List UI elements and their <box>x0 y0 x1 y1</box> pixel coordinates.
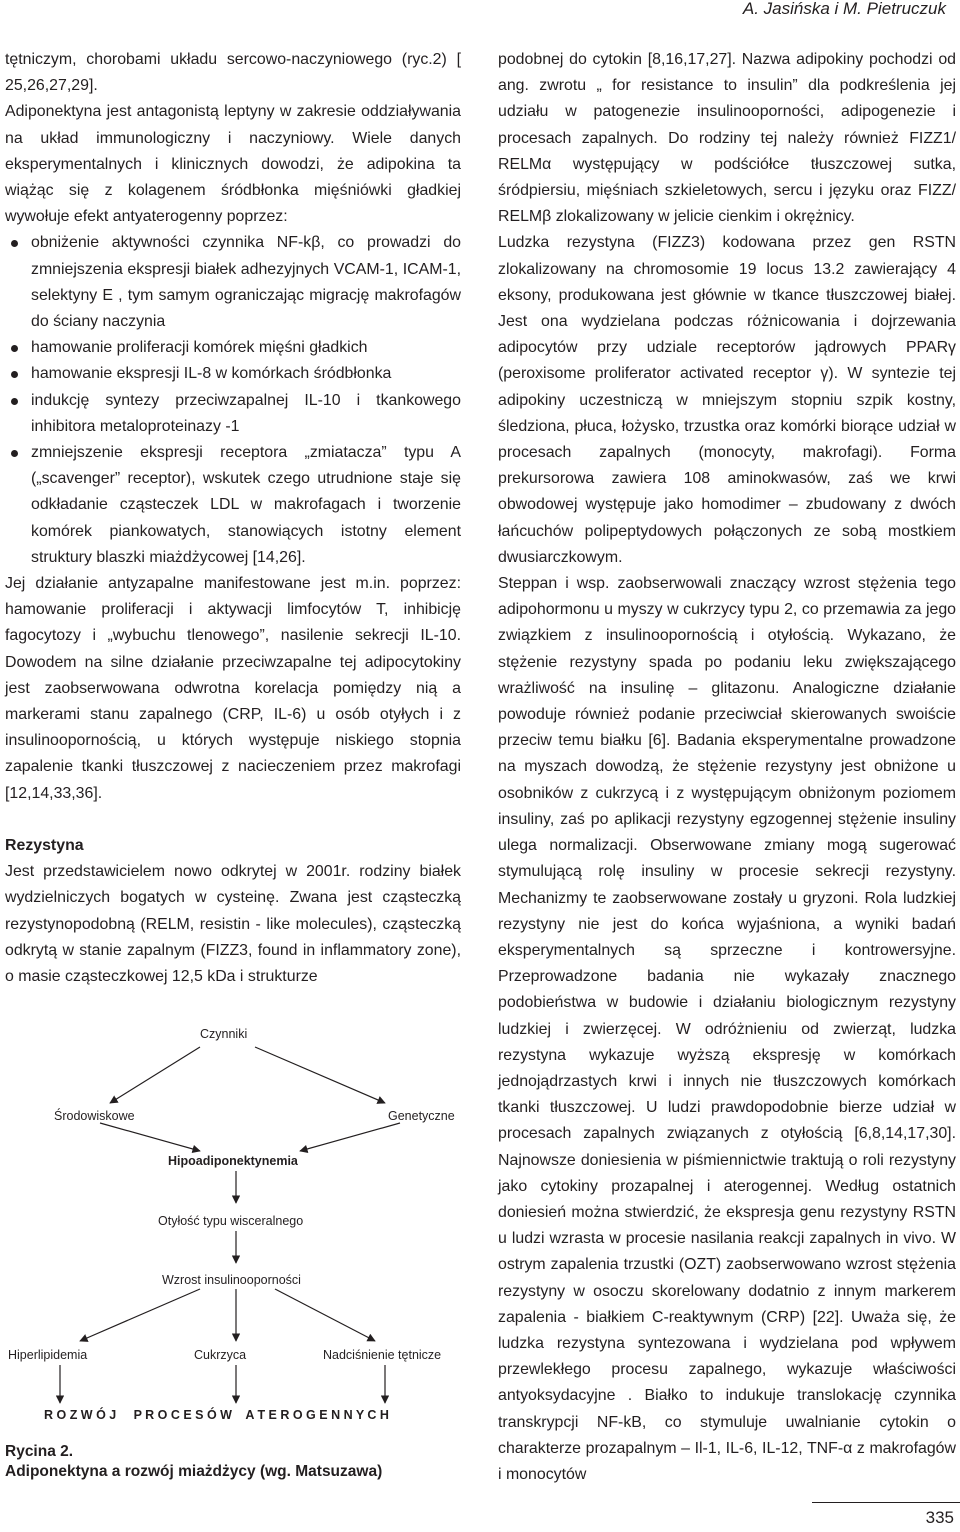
footer-rule <box>812 1502 960 1503</box>
paragraph: Jej działanie antyzapalne manifestowane jest m.in. poprzez: hamowanie proliferacji i aktywacji limfocytów T, inhibicję fagocytozy i „wybuchu tlenowego”, nasilenie sekrecji IL-10. Dowodem na silne działanie przeciwzapalne tej adipocytokiny jest zaobserwowana odwrotna korelacja pomiędzy nią a markerami stanu zapalnego (CRP, IL-6) u osób otyłych i z insulinoopornością, u których występuje niskiego stopnia zapalenie tkanki tłuszczowej z nacieczeniem przez makrofagi [12,14,33,36]. <box>5 575 461 802</box>
right-text-column <box>498 47 956 1488</box>
arrow-factors-to-genetic <box>255 1047 385 1103</box>
bullet-item: obniżenie aktywności czynnika NF-kβ, co prowadzi do zmniejszenia ekspresji białek adhezyjnych VCAM-1, ICAM-1, selektyny E , tym samym ograniczając migrację makrofagów do ściany naczynia <box>31 230 461 335</box>
paragraph: Ludzka rezystyna (FIZZ3) kodowana przez gen RSTN zlokalizowany na chromosomie 19 locus 13.2 zawierający 4 eksony, produkowana jest głównie w tkance tłuszczowej białej. Jest ona wydzielana podczas różnicowania i dojrzewania adipocytów przy udziale receptorów jądrowych PPARγ (peroxisome proliferator activated receptor γ). W syntezie tej adipokiny uczestniczą w mniejszym stopniu szpik kostny, śledziona, płuca, łożysko, trzustka oraz komórki biorące udział w procesach zapalnych (monocyty, makrofagi). Forma prekursorowa zawiera 108 aminokwasów, zaś we krwi obwodowej występuje jako homodimer – zbudowany z dwóch łańcuchów polipeptydowych połączonych ze sobą mostkiem dwusiarczkowym. <box>498 234 956 566</box>
bullet-item: indukcję syntezy przeciwzapalnej IL-10 i tkankowego inhibitora metaloproteinazy -1 <box>31 388 461 440</box>
arrow-insulin-to-hypertension <box>275 1289 375 1341</box>
arrow-environmental-to-hypo <box>100 1123 200 1151</box>
page-number: 335 <box>925 1508 954 1527</box>
arrow-factors-to-environmental <box>110 1047 200 1103</box>
running-head-authors: A. Jasińska i M. Pietruczuk <box>742 0 946 18</box>
diagram-node-visceral-obesity: Otyłość typu wisceralnego <box>158 1214 304 1228</box>
diagram-node-hyperlipidemia: Hiperlipidemia <box>8 1348 88 1362</box>
figure-caption-number: Rycina 2. <box>5 1443 74 1460</box>
diagram-node-genetic: Genetyczne <box>388 1109 455 1123</box>
paragraph: Steppan i wsp. zaobserwowali znaczący wzrost stężenia tego adipohormonu u myszy w cukrzycy typu 2, co przemawia za jego związkiem z insulinoopornością i otyłością. Wykazano, że stężenie rezystyny spada po podaniu leku zwiększającego wrażliwość na insulinę – glitazonu. Analogiczne działanie powoduje również podanie przeciwciał skierowanych swoiście przeciw temu białku [6]. Badania eksperymentalne prowadzone na myszach dowodzą, że stężenie rezystyny jest obniżone u osobników z cukrzycą i z występującym obniżonym poziomem insuliny, zaś po aplikacji rezystyny egzogennej stężenie insuliny ulega normalizacji. Obserwowane zmiany mogą sugerować stymulującą rolę insuliny w procesie sekrecji rezystyny. Mechanizmy te zaobserwowane zostały u gryzoni. Rola ludzkiej rezystyny nie jest do końca wyjaśniona, a wyniki badań eksperymentalnych są sprzeczne i kontrowersyjne. Przeprowadzone badania nie wykazały znacznego podobieństwa w budowie i działaniu biologicznym rezystyny ludzkiej i zwierzęcej. W odróżnieniu od zwierząt, ludzka rezystyna wykazuje wyższą ekspresję w komórkach jednojądrzastych krwi i innych nie tłuszczowych komórkach tkanki tłuszczowej. U ludzi prawdopodobnie bierze udział w procesach zapalnych związanych z otyłością [6,8,14,17,30]. Najnowsze doniesienia w piśmiennictwie traktują o roli rezystyny jako cytokiny prozapalnej i aterogennej. Według ostatnich doniesień można stwierdzić, że ekspresja genu rezystyny RSTN u ludzi wzrasta w procesie nasilania reakcji zapalnych in vivo. W ostrym zapalenia trzustki (OZT) zaobserwowano wzrost stężenia rezystyny w osoczu skorelowany dodatnio z innym markerem zapalenia - białkiem C-reaktywnym (CRP) [22]. Uważa się, że ludzka rezystyna syntezowana i wydzielana pod wpływem przewlekłego procesu zapalnego, wykazuje właściwości antyoksydacyjne . Białko to indukuje translokację czynnika transkrypcji NF-kB, co stymuluje uwalnianie cytokin o charakterze prozapalnym – Il-1, IL-6, IL-12, TNF-α z makrofagów i monocytów <box>498 575 956 1483</box>
left-text-column <box>5 47 461 990</box>
diagram-node-atherogenesis: R O Z W Ó J P R O C E S Ó W A T E R O G E N N Y C H <box>44 1408 389 1422</box>
paragraph: Adiponektyna jest antagonistą leptyny w zakresie oddziaływania na układ immunologiczny i naczyniowy. Wiele danych eksperymentalnych i klinicznych dowodzi, że adipokina ta wiążąc się z kolagenem śródbłonka mięśniówki gładkiej wywołuje efekt antyaterogenny poprzez: <box>5 103 461 226</box>
paragraph: Jest przedstawicielem nowo odkrytej w 2001r. rodziny białek wydzielniczych bogatych w cysteinę. Zwana jest cząsteczką rezystynopodobną (RELM, resistin - like molecules), cząsteczką odkrytą w stanie zapalnym (FIZZ3, found in inflammatory zone), o masie cząsteczkowej 12,5 kDa i strukturze <box>5 863 461 985</box>
diagram-node-hypoadiponectinemia: Hipoadiponektynemia <box>168 1154 298 1168</box>
figure-caption <box>5 1442 382 1482</box>
section-heading: Rezystyna <box>5 836 84 854</box>
paragraph: tętniczym, chorobami układu sercowo-naczyniowego (ryc.2) [ 25,26,27,29]. <box>5 51 461 95</box>
paragraph: podobnej do cytokin [8,16,17,27]. Nazwa adipokiny pochodzi od ang. zwrotu „ for resistance to insulin” dla podkreślenia jej udziału w patogenezie insulinooporności, adipogenezie i procesach zapalnych. Do rodziny tej należy również FIZZ1/ RELMα występujący w podściółce tłuszczowej sutka, śródpiersiu, mięśniach szkieletowych, sercu i języku oraz FIZZ/ RELMβ zlokalizowany w jelicie cienkim i okrężnicy. <box>498 51 956 226</box>
diagram-node-factors: Czynniki <box>200 1027 248 1041</box>
diagram-node-insulin-resistance: Wzrost insulinooporności <box>162 1273 301 1287</box>
arrow-insulin-to-hyperlipidemia <box>80 1289 200 1341</box>
bullet-item: zmniejszenie ekspresji receptora „zmiatacza” typu A („scavenger” receptor), wskutek czego utrudnione staje się odkładanie cząsteczek LDL w makrofagach i tworzenie komórek piankowatych, stanowiących istotny element struktury blaszki miażdżycowej [14,26]. <box>31 440 461 571</box>
figure-diagram <box>0 1023 462 1423</box>
figure-caption-title: Adiponektyna a rozwój miażdżycy (wg. Matsuzawa) <box>5 1463 383 1480</box>
arrow-genetic-to-hypo <box>300 1123 400 1151</box>
bullet-item: hamowanie ekspresji IL-8 w komórkach śródbłonka <box>31 361 461 387</box>
diagram-node-diabetes: Cukrzyca <box>194 1348 247 1362</box>
bullet-item: hamowanie proliferacji komórek mięśni gładkich <box>31 335 461 361</box>
diagram-node-hypertension: Nadciśnienie tętnicze <box>323 1348 442 1362</box>
diagram-node-environmental: Środowiskowe <box>54 1109 135 1123</box>
